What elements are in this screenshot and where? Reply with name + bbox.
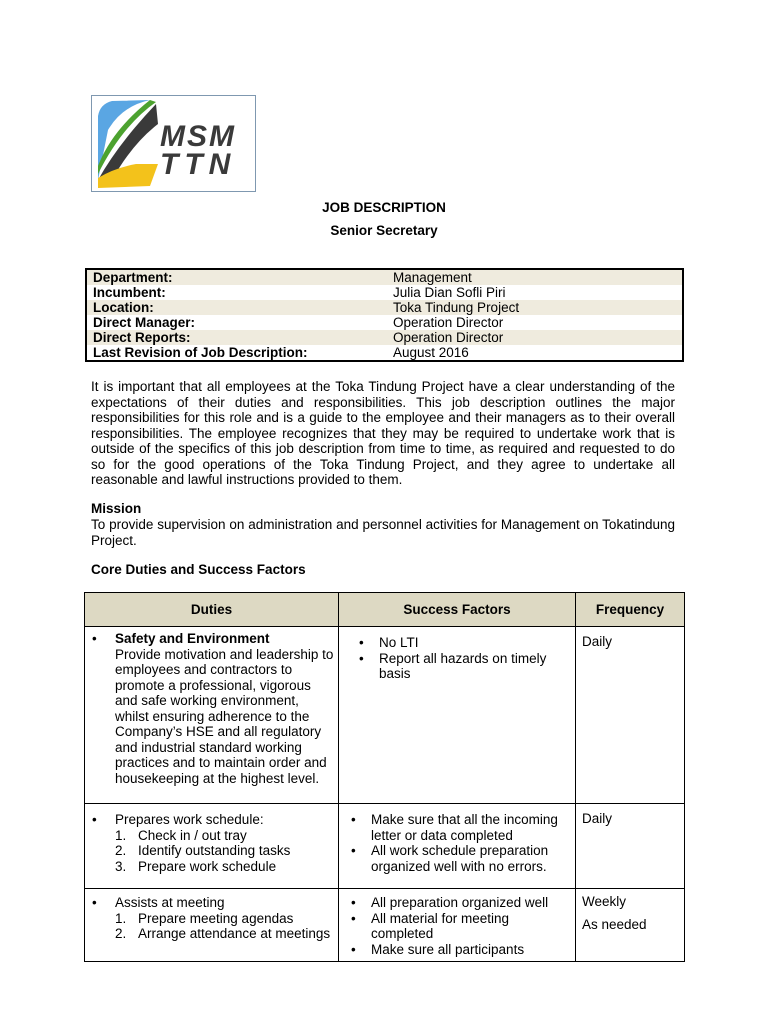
success-factor: • Make sure that all the incoming letter or data completed (351, 812, 571, 843)
duty-item (89, 631, 334, 786)
duties-header-row (85, 593, 685, 627)
info-label: Direct Manager: (93, 315, 196, 330)
document-title: JOB DESCRIPTION (322, 200, 446, 215)
info-label: Department: (86, 269, 387, 285)
duty-item (89, 812, 334, 874)
success-factor: • No LTI (359, 635, 571, 651)
duty-row (85, 627, 685, 804)
info-label: Location: (86, 300, 387, 315)
frequency-value: Daily (582, 634, 613, 649)
info-row-department (86, 269, 683, 285)
header-duties: Duties (85, 593, 339, 627)
info-row-location (86, 300, 683, 315)
duty-title: • Assists at meeting (115, 895, 225, 910)
info-label: Incumbent: (93, 285, 166, 300)
success-factors-cell (339, 804, 576, 889)
success-factor: • Report all hazards on timely basis (359, 651, 571, 682)
info-label: Direct Reports: (86, 330, 387, 345)
info-value: Management (387, 269, 683, 285)
info-row-direct-reports (86, 330, 683, 345)
frequency-cell (576, 627, 685, 804)
info-row-incumbent (86, 285, 683, 300)
core-duties-heading: Core Duties and Success Factors (91, 562, 306, 577)
header-frequency: Frequency (576, 593, 685, 627)
success-factor: • All material for meeting completed (351, 911, 571, 942)
success-factor: • All work schedule preparation organized well with no errors. (351, 843, 571, 874)
duty-step: 2. Identify outstanding tasks (115, 843, 291, 858)
duty-cell (85, 804, 339, 889)
header-success-factors: Success Factors (339, 593, 576, 627)
company-logo (91, 95, 256, 192)
info-value: Toka Tindung Project (387, 300, 683, 315)
frequency-value: Weekly (582, 894, 627, 909)
frequency-cell (576, 804, 685, 889)
info-row-direct-manager (86, 315, 683, 330)
duty-step: 1. Prepare meeting agendas (115, 910, 294, 926)
job-title: Senior Secretary (330, 223, 438, 238)
success-factors-cell (339, 627, 576, 804)
duty-title: • Safety and Environment (115, 631, 270, 646)
success-factor: • Make sure all participants (351, 942, 571, 958)
info-value: Operation Director (393, 315, 504, 330)
success-factors-cell (339, 889, 576, 962)
duty-title: • Prepares work schedule: (115, 812, 264, 827)
frequency-value: As needed (582, 916, 647, 932)
mission-text: To provide supervision on administration and personnel activities for Management on Tokatindung Project. (91, 517, 675, 548)
duty-row (85, 804, 685, 889)
frequency-value: Daily (582, 811, 613, 826)
info-label: Last Revision of Job Description: (93, 345, 308, 360)
job-info-table (85, 268, 684, 362)
duty-description: Provide motivation and leadership to employees and contractors to promote a professional, vigorous and safe working environment, whilst ensuring adherence to the Company’s HSE and all regulatory and industrial standard working practices and to maintain order and housekeeping at the highest level. (115, 646, 334, 786)
intro-paragraph: It is important that all employees at the Toka Tindung Project have a clear understanding of the expectations of their duties and responsibilities. This job description outlines the major responsibilities for this role and is a guide to the employee and their managers as to their overall responsibilities. The employee recognizes that they may be required to undertake work that is outside of the specifics of this job description from time to time, as required and requested to do so for the good operations of the Toka Tindung Project, and they agree to undertake all reasonable and lawful instructions provided to them. (91, 379, 675, 487)
duty-item (89, 895, 334, 942)
success-factor: • All preparation organized well (351, 895, 571, 911)
logo-text-line2: TTN (160, 148, 237, 181)
duty-cell (85, 889, 339, 962)
info-value: Julia Dian Sofli Piri (393, 285, 506, 300)
info-value: Operation Director (387, 330, 683, 345)
duty-step: 2. Arrange attendance at meetings (115, 926, 331, 941)
mission-heading: Mission (91, 501, 142, 516)
info-value: August 2016 (393, 345, 469, 360)
duties-table (84, 592, 685, 962)
duty-step: 3. Prepare work schedule (115, 858, 277, 874)
logo-text-line1: MSM (160, 120, 236, 153)
duty-step: 1. Check in / out tray (115, 827, 247, 843)
duty-cell (85, 627, 339, 804)
frequency-cell (576, 889, 685, 962)
info-row-last-revision (86, 345, 683, 361)
duty-row (85, 889, 685, 962)
